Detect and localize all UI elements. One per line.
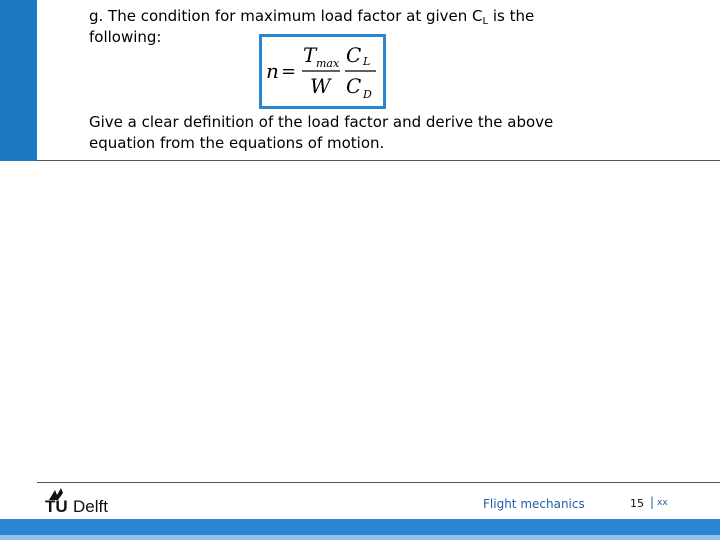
paragraph-line1: Give a clear definition of the load factor and derive the above xyxy=(89,113,554,131)
formula-num2-sub: L xyxy=(363,55,371,68)
formula-den1: W xyxy=(310,74,331,98)
intro-suffix: is the xyxy=(488,7,535,25)
page-separator: | xyxy=(650,495,655,509)
formula-num1: T xyxy=(303,43,317,67)
footer-divider xyxy=(37,482,720,483)
intro-line2: following: xyxy=(89,28,162,46)
left-accent-bar xyxy=(0,0,37,161)
course-title: Flight mechanics xyxy=(483,497,585,511)
formula-equals: = xyxy=(281,61,297,82)
formula-den2-sub: D xyxy=(363,88,372,101)
intro-subscript: L xyxy=(482,16,489,27)
logo-delft-text: Delft xyxy=(73,497,108,516)
formula-num2: C xyxy=(346,43,362,67)
header-divider xyxy=(37,160,720,161)
logo-tu-text: TU xyxy=(45,497,68,516)
formula-num1-sub: max xyxy=(316,57,340,70)
page-total: xx xyxy=(657,498,668,508)
page-number: 15 xyxy=(630,497,644,510)
bottom-accent-stripe xyxy=(0,535,720,540)
formula-svg xyxy=(262,37,383,106)
intro-prefix: g. The condition for maximum load factor at given C xyxy=(89,7,483,25)
formula-box xyxy=(259,34,386,109)
question-paragraph xyxy=(89,112,689,154)
paragraph-line2: equation from the equations of motion. xyxy=(89,134,385,152)
formula-lhs: n xyxy=(266,59,279,83)
formula-den2: C xyxy=(346,74,362,98)
